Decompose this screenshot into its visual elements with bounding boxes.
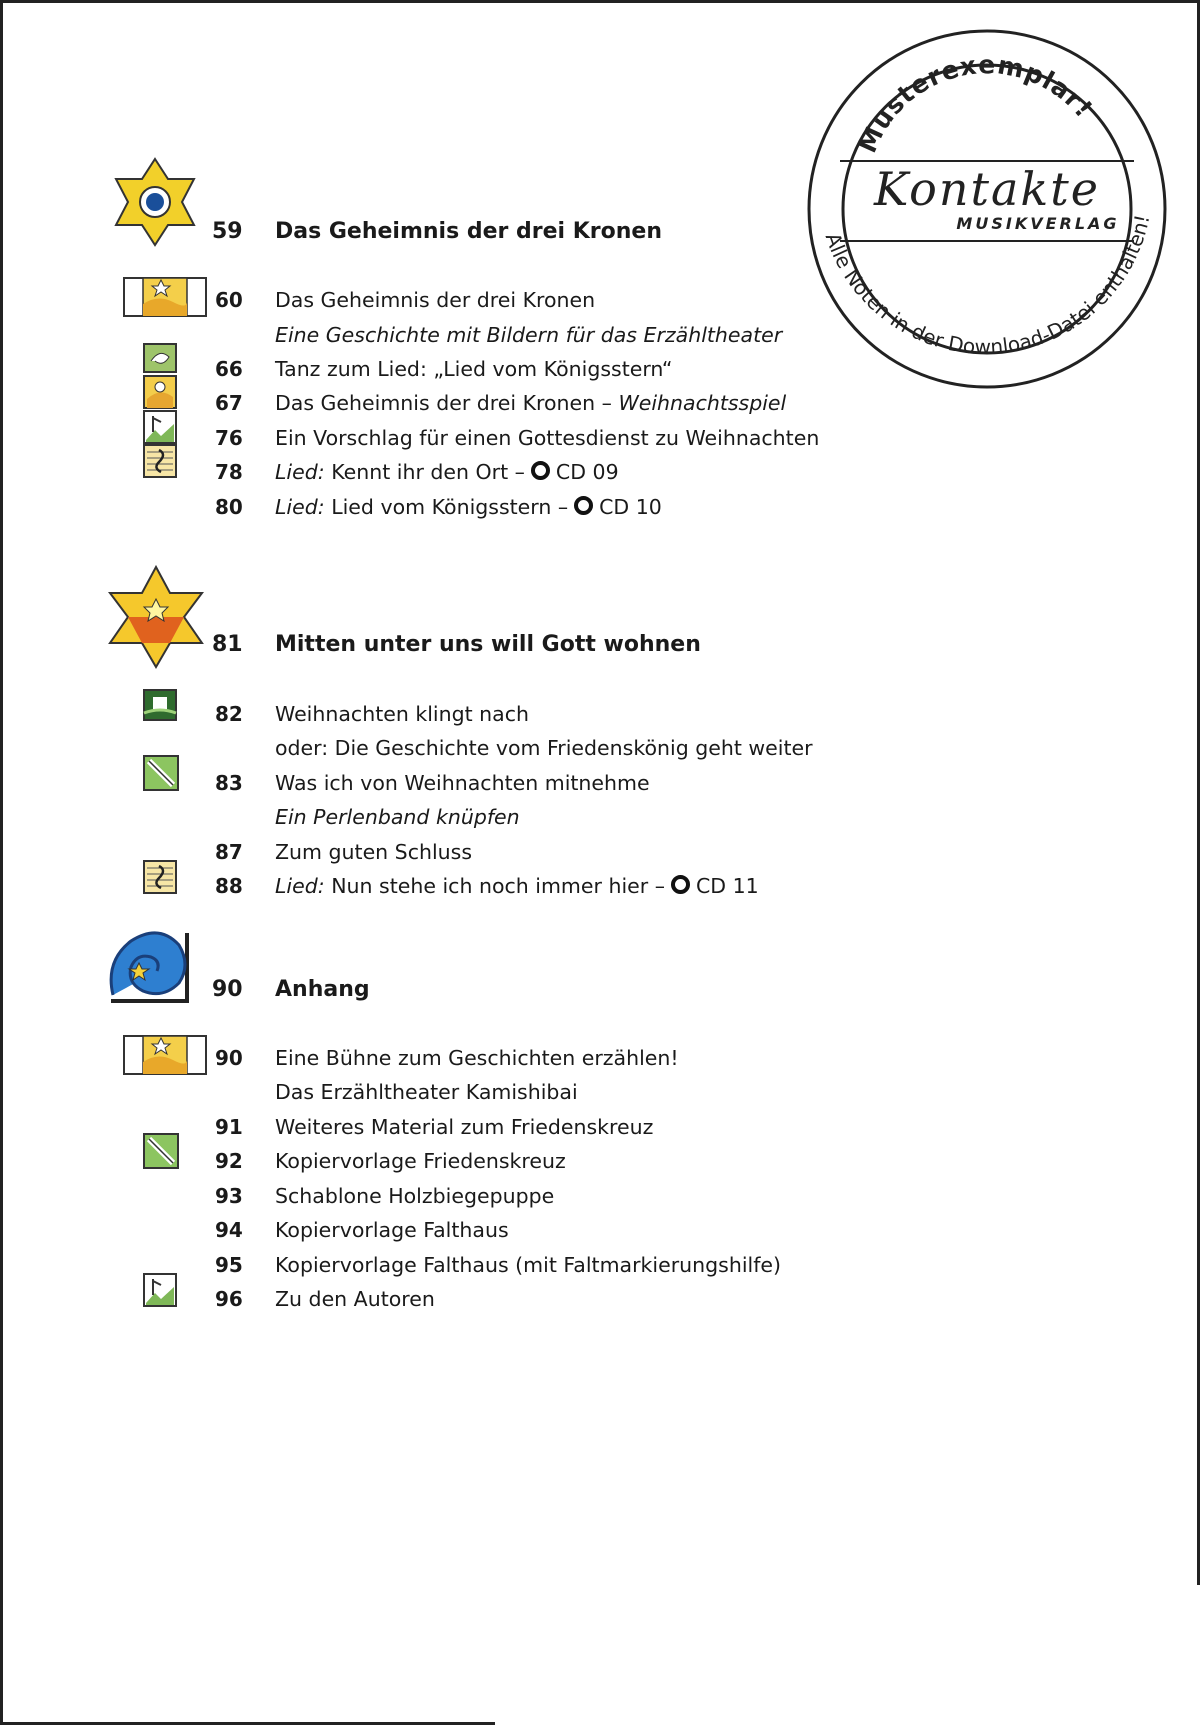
entry-page-number: 94	[215, 1218, 243, 1242]
toc-entry	[0, 1216, 1200, 1246]
toc-entry	[0, 1113, 1200, 1143]
entry-text: Das Geheimnis der drei Kronen	[275, 288, 596, 312]
story-icon	[143, 689, 177, 725]
picture-theater-icon	[123, 274, 207, 322]
toc-entry	[0, 734, 1200, 764]
entry-text-main: Kennt ihr den Ort –	[331, 460, 525, 484]
service-icon	[143, 1273, 177, 1311]
toc-entry	[0, 424, 1200, 454]
entry-text: Weihnachten klingt nach	[275, 702, 529, 726]
entry-text: Tanz zum Lied: „Lied vom Königsstern“	[275, 357, 673, 381]
cd-icon	[574, 496, 593, 515]
entry-page-number: 80	[215, 495, 243, 519]
toc-entry	[0, 286, 1200, 316]
entry-text: Zu den Autoren	[275, 1287, 435, 1311]
cd-icon	[531, 461, 550, 480]
stamp-top-text: Musterexemplar!	[852, 50, 1099, 158]
entry-label: Lied:	[275, 874, 325, 898]
entry-page-number: 82	[215, 702, 243, 726]
cd-track: CD 09	[555, 460, 619, 484]
toc-entry	[0, 321, 1200, 351]
toc-entry	[0, 769, 1200, 799]
section-page-number: 81	[212, 632, 243, 657]
toc-entry	[0, 493, 1200, 523]
snail-icon	[103, 925, 193, 1009]
entry-page-number: 88	[215, 874, 243, 898]
toc-entry	[0, 803, 1200, 833]
entry-page-number: 87	[215, 840, 243, 864]
entry-text: Kopiervorlage Friedenskreuz	[275, 1149, 566, 1173]
cd-track: CD 11	[695, 874, 759, 898]
cd-icon	[671, 875, 690, 894]
entry-text-main: Lied vom Königsstern –	[331, 495, 569, 519]
entry-text-main: Nun stehe ich noch immer hier –	[331, 874, 665, 898]
entry-label: Lied:	[275, 460, 325, 484]
toc-entry	[0, 700, 1200, 730]
toc-entry	[0, 458, 1200, 488]
toc-entry	[0, 389, 1200, 419]
crown-star-icon	[110, 157, 200, 251]
stamp-bottom-text: Alle Noten in der Download-Datei enthalten!	[820, 212, 1155, 359]
entry-page-number: 78	[215, 460, 243, 484]
stamp-brand-sub: MUSIKVERLAG	[956, 214, 1120, 233]
entry-text: Kopiervorlage Falthaus	[275, 1218, 509, 1242]
star-tent-icon	[104, 563, 208, 675]
music-sheet-icon	[143, 860, 177, 898]
music-sheet-icon	[143, 444, 177, 482]
toc-entry	[0, 872, 1200, 902]
picture-theater-icon	[123, 1032, 207, 1080]
entry-page-number: 96	[215, 1287, 243, 1311]
page-frame-top	[0, 0, 1200, 3]
entry-page-number: 83	[215, 771, 243, 795]
entry-text	[275, 495, 662, 519]
entry-subtitle: Ein Perlenband knüpfen	[275, 805, 520, 829]
toc-entry	[0, 1182, 1200, 1212]
entry-text: Kopiervorlage Falthaus (mit Faltmarkierungshilfe)	[275, 1253, 782, 1277]
entry-text	[275, 391, 786, 415]
toc-entry	[0, 1078, 1200, 1108]
entry-subtitle: Eine Geschichte mit Bildern für das Erzähltheater	[275, 323, 783, 347]
play-icon	[143, 375, 177, 413]
toc-entry	[0, 1285, 1200, 1315]
entry-text-italic: Weihnachtsspiel	[618, 391, 787, 415]
toc-entry	[0, 838, 1200, 868]
entry-text: Eine Bühne zum Geschichten erzählen!	[275, 1046, 679, 1070]
entry-page-number: 76	[215, 426, 243, 450]
svg-text:Musterexemplar!	[853, 50, 1099, 157]
entry-text: Zum guten Schluss	[275, 840, 473, 864]
service-icon	[143, 410, 177, 448]
entry-page-number: 92	[215, 1149, 243, 1173]
entry-text: Weiteres Material zum Friedenskreuz	[275, 1115, 654, 1139]
craft-icon	[143, 755, 179, 795]
entry-subtitle: oder: Die Geschichte vom Friedenskönig geht weiter	[275, 736, 813, 760]
entry-page-number: 67	[215, 391, 243, 415]
section-title: Anhang	[275, 977, 370, 1002]
toc-entry	[0, 1044, 1200, 1074]
section-title: Mitten unter uns will Gott wohnen	[275, 632, 701, 657]
section-page-number: 59	[212, 219, 243, 244]
craft-icon	[143, 1133, 179, 1173]
entry-page-number: 90	[215, 1046, 243, 1070]
entry-page-number: 95	[215, 1253, 243, 1277]
entry-page-number: 66	[215, 357, 243, 381]
entry-text: Schablone Holzbiegepuppe	[275, 1184, 555, 1208]
entry-subtitle: Das Erzähltheater Kamishibai	[275, 1080, 578, 1104]
stamp-brand: Kontakte	[874, 162, 1100, 216]
cd-track: CD 10	[599, 495, 662, 519]
section-page-number: 90	[212, 977, 243, 1002]
toc-entry	[0, 355, 1200, 385]
entry-label: Lied:	[275, 495, 325, 519]
entry-text	[275, 460, 619, 484]
section-title: Das Geheimnis der drei Kronen	[275, 219, 662, 244]
entry-page-number: 60	[215, 288, 243, 312]
entry-text: Ein Vorschlag für einen Gottesdienst zu Weihnachten	[275, 426, 820, 450]
entry-page-number: 91	[215, 1115, 243, 1139]
entry-text-main: Das Geheimnis der drei Kronen –	[275, 391, 619, 415]
entry-text: Was ich von Weihnachten mitnehme	[275, 771, 650, 795]
entry-page-number: 93	[215, 1184, 243, 1208]
toc-entry	[0, 1147, 1200, 1177]
toc-entry	[0, 1251, 1200, 1281]
dance-icon	[143, 343, 177, 377]
entry-text	[275, 874, 759, 898]
